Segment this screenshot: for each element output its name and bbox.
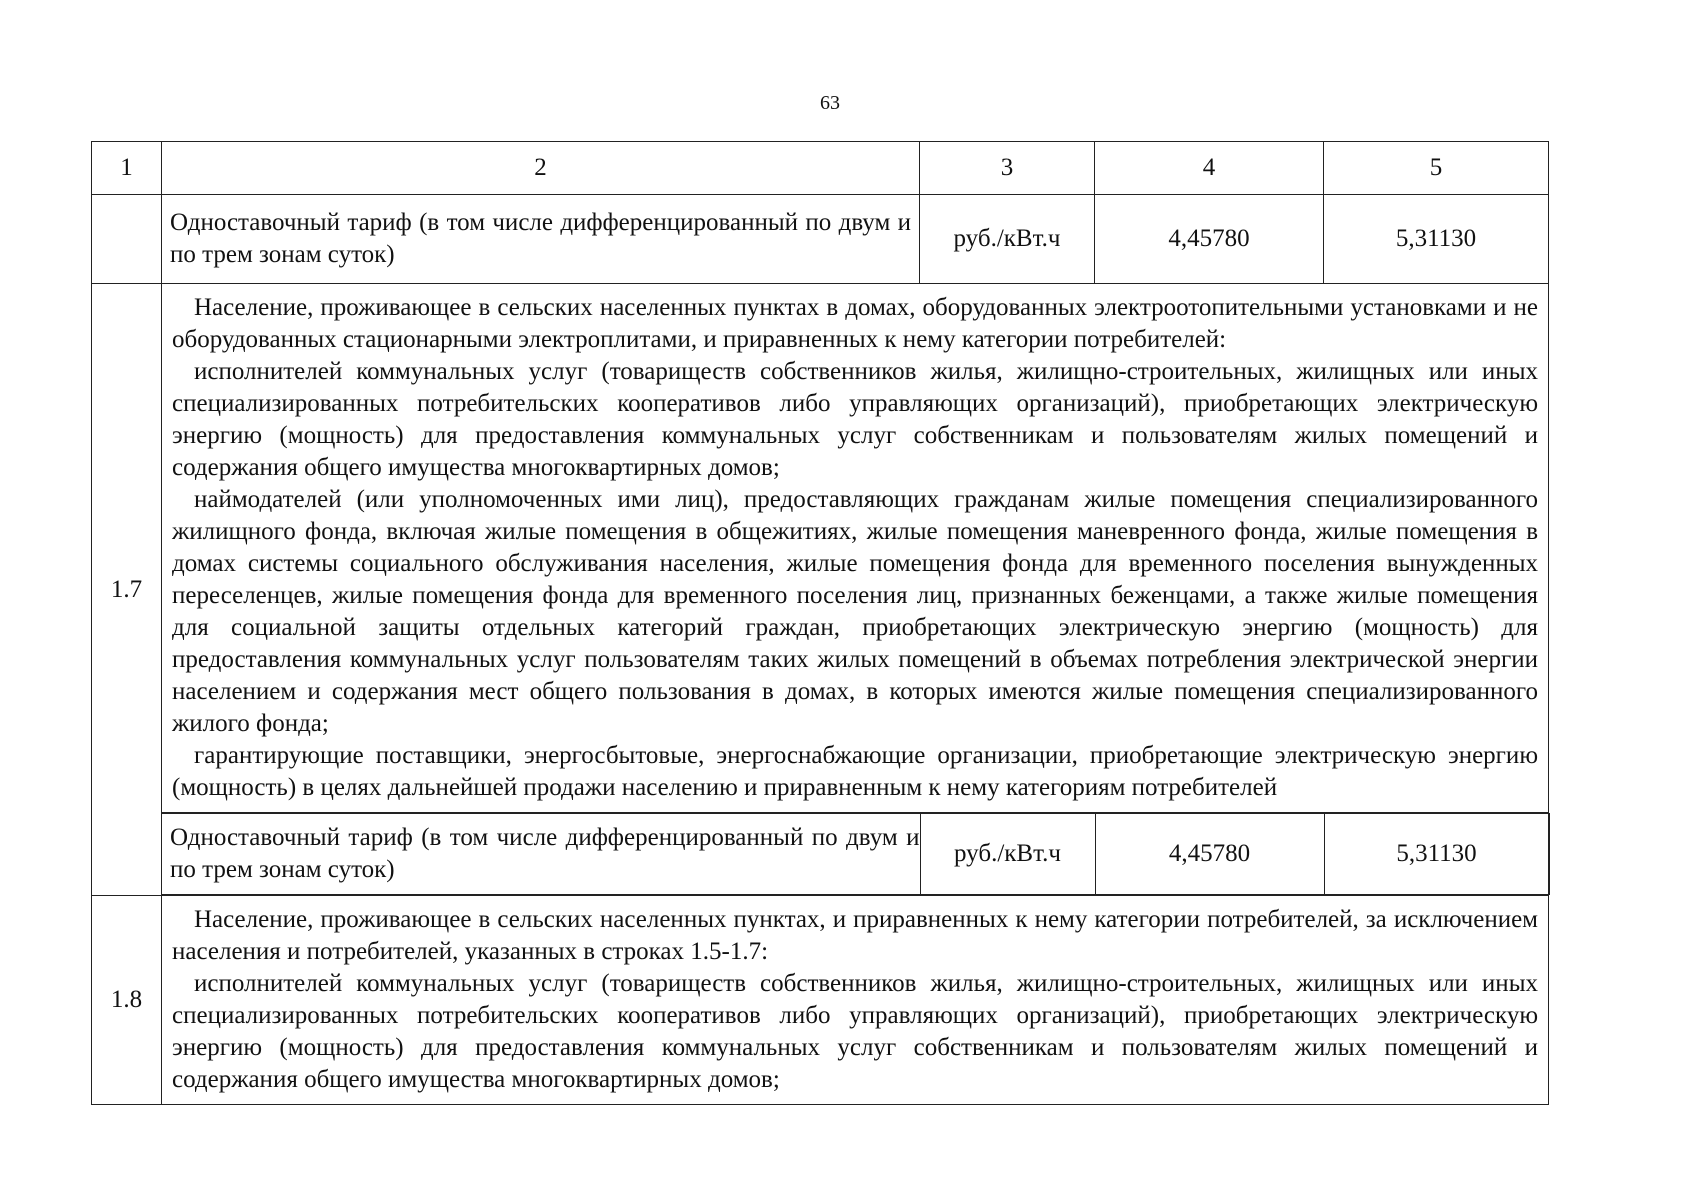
tariff-unit: руб./кВт.ч <box>920 195 1095 284</box>
paragraph: гарантирующие поставщики, энергосбытовые, энергоснабжающие организации, приобретающие электрическую энергию (мощность) в целях дальнейшей продажи населению и приравненным к нему категориям потребителей <box>172 742 1538 801</box>
header-col-4: 4 <box>1095 142 1324 195</box>
paragraph: наймодателей (или уполномоченных ими лиц), предоставляющих гражданам жилые помещения специализированного жилищного фонда, включая жилые помещения в общежитиях, жилые помещения маневренного фонда, жилые помещения в домах системы социального обслуживания населения, жилые помещения фонда для временного поселения вынужденных переселенцев, жилые помещения фонда для временного поселения лиц, признанных беженцами, а также жилые помещения для социальной защиты отдельных категорий граждан, приобретающих электрическую энергию (мощность) для предоставления коммунальных услуг пользователям таких жилых помещений в объемах потребления электрической энергии населением и содержания мест общего пользования в домах, в которых имеются жилые помещения специализированного жилого фонда; <box>172 486 1538 737</box>
table-row <box>92 284 1549 813</box>
tariff-unit: руб./кВт.ч <box>920 814 1095 895</box>
row-description <box>162 896 1549 1105</box>
row-number: 1.7 <box>92 284 162 896</box>
page-number: 63 <box>820 92 840 114</box>
row-description <box>162 284 1549 813</box>
header-col-1: 1 <box>92 142 162 195</box>
tariff-value-2: 5,31130 <box>1324 195 1549 284</box>
tariff-subrow <box>162 813 1549 896</box>
header-col-5: 5 <box>1324 142 1549 195</box>
table-row <box>92 195 1549 284</box>
paragraph: исполнителей коммунальных услуг (товариществ собственников жилья, жилищно-строительных, жилищных или иных специализированных потребительских кооперативов либо управляющих организаций), приобретающих электрическую энергию (мощность) для предоставления коммунальных услуг собственникам и пользователям жилых помещений и содержания общего имущества многоквартирных домов; <box>172 970 1538 1093</box>
table-row <box>162 814 1549 895</box>
tariff-subtable <box>162 813 1550 895</box>
tariff-name: Одноставочный тариф (в том числе дифференцированный по двум и по трем зонам суток) <box>162 814 920 895</box>
header-col-2: 2 <box>162 142 920 195</box>
paragraph: Население, проживающее в сельских населенных пунктах, и приравненных к нему категории потребителей, за исключением населения и потребителей, указанных в строках 1.5-1.7: <box>172 906 1538 965</box>
table-row <box>92 813 1549 896</box>
header-row <box>92 142 1549 195</box>
paragraph: Население, проживающее в сельских населенных пунктах в домах, оборудованных электроотопительными установками и не оборудованных стационарными электроплитами, и приравненных к нему категории потребителей: <box>172 294 1538 353</box>
tariff-value-2: 5,31130 <box>1324 814 1549 895</box>
row-number: 1.8 <box>92 896 162 1105</box>
tariff-value-1: 4,45780 <box>1095 814 1324 895</box>
tariff-name: Одноставочный тариф (в том числе дифференцированный по двум и по трем зонам суток) <box>162 195 920 284</box>
empty-num-cell <box>92 195 162 284</box>
table-row <box>92 896 1549 1105</box>
tariff-table <box>91 141 1549 1105</box>
tariff-value-1: 4,45780 <box>1095 195 1324 284</box>
header-col-3: 3 <box>920 142 1095 195</box>
paragraph: исполнителей коммунальных услуг (товариществ собственников жилья, жилищно-строительных, жилищных или иных специализированных потребительских кооперативов либо управляющих организаций), приобретающих электрическую энергию (мощность) для предоставления коммунальных услуг собственникам и пользователям жилых помещений и содержания общего имущества многоквартирных домов; <box>172 358 1538 481</box>
